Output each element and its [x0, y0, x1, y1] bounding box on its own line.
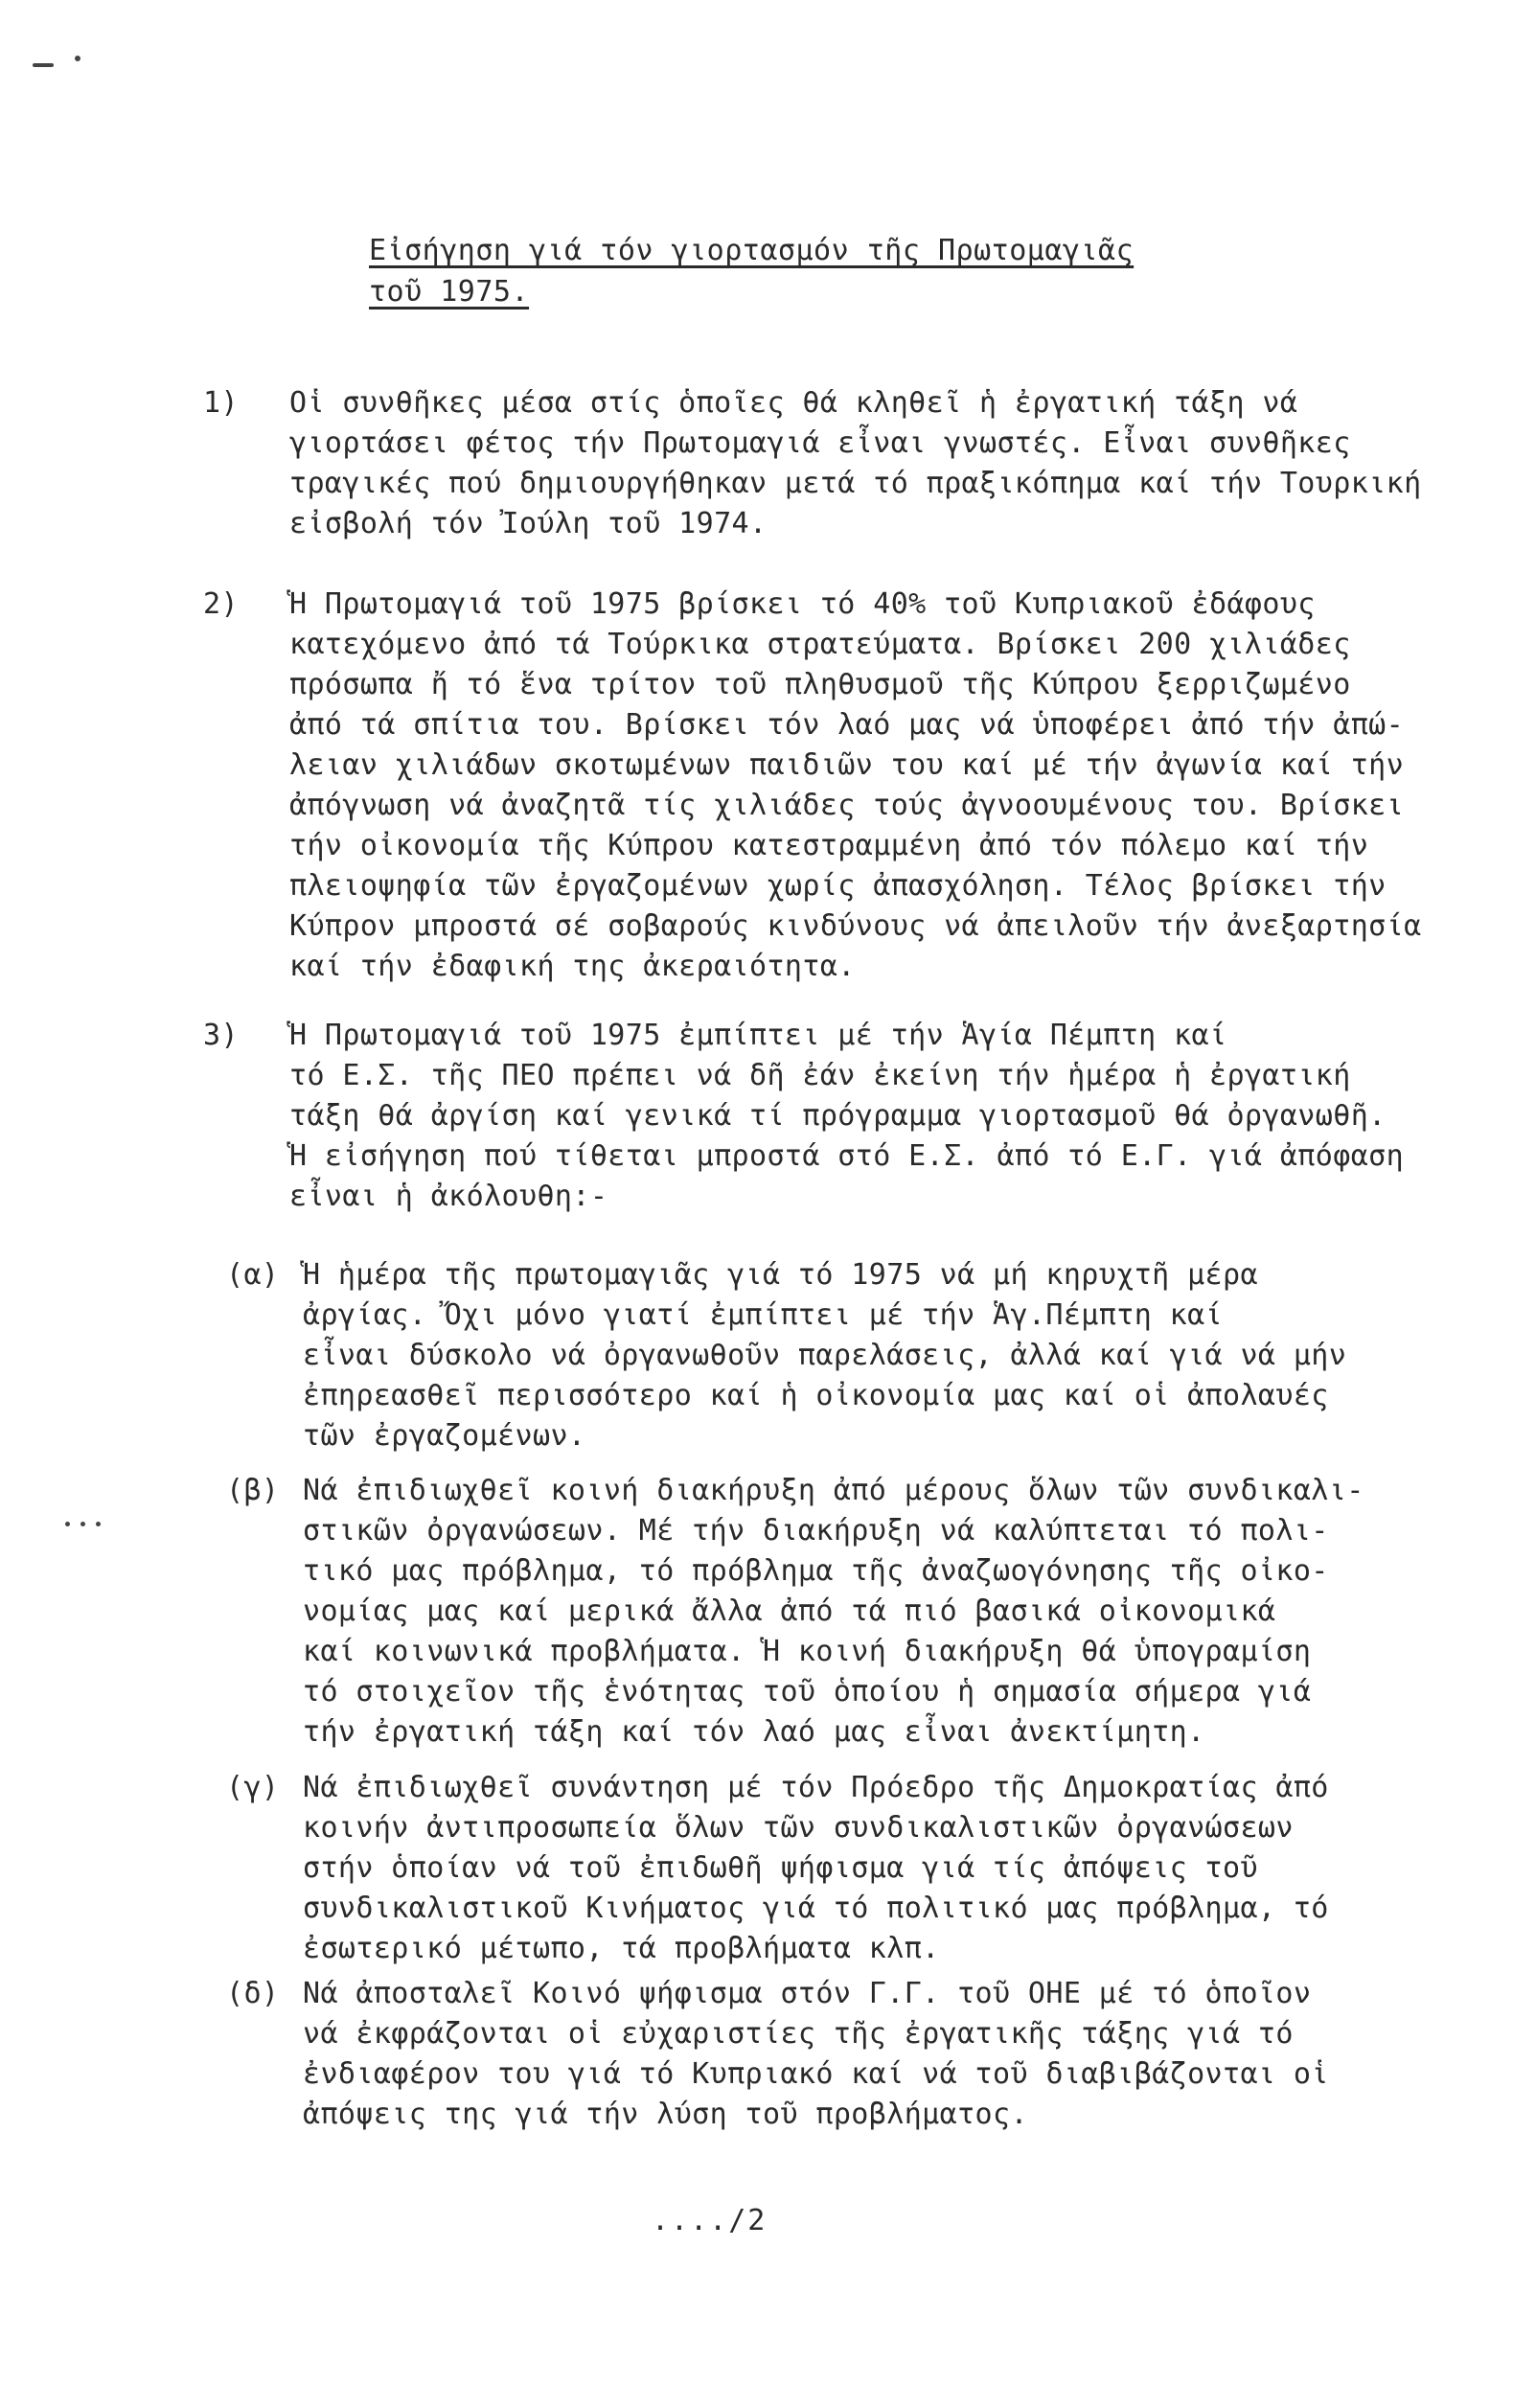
- list-marker: (δ): [226, 1977, 280, 2010]
- paragraph-2: [203, 585, 1439, 983]
- paragraph-text: Οἱ συνθῆκες μέσα στίς ὁποῖες θά κληθεῖ ἡ ἐργατική τάξη νά γιορτάσει φέτος τήν Πρωτομαγιά εἶναι γνωστές. Εἶναι συνθῆκες τραγικές πού δημιουργήθηκαν μετά τό πραξικόπημα καί τήν Τουρκική εἰσβολή τόν Ἰούλη τοῦ 1974.: [289, 386, 1422, 540]
- document-title: [369, 230, 1231, 312]
- list-item-text: Νά ἐπιδιωχθεῖ συνάντηση μέ τόν Πρόεδρο τῆς Δημοκρατίας ἀπό κοινήν ἀντιπροσωπεία ὅλων τῶν συνδικαλιστικῶν ὀργανώσεων στήν ὁποίαν νά τοῦ ἐπιδωθῆ ψήφισμα γιά τίς ἀπόψεις τοῦ συνδικαλιστικοῦ Κινήματος γιά τό πολιτικό μας πρόβλημα, τό ἐσωτερικό μέτωπο, τά προβλήματα κλπ.: [303, 1771, 1329, 1965]
- paragraph-number: 2): [203, 587, 239, 621]
- scan-mark: [75, 56, 80, 61]
- paragraph-1: [203, 383, 1439, 544]
- paragraph-number: 1): [203, 386, 239, 420]
- paragraph-text: Ἡ Πρωτομαγιά τοῦ 1975 βρίσκει τό 40% τοῦ Κυπριακοῦ ἐδάφους κατεχόμενο ἀπό τά Τούρκικα στρατεύματα. Βρίσκει 200 χιλιάδες πρόσωπα ἤ τό ἕνα τρίτον τοῦ πληθυσμοῦ τῆς Κύπρου ξερριζωμένο ἀπό τά σπίτια του. Βρίσκει τόν λαό μας νά ὑποφέρει ἀπό τήν ἀπώ- λειαν χιλιάδων σκοτωμένων παιδιῶν του καί μέ τήν ἀγωνία καί τήν ἀπόγνωση νά ἀναζητᾶ τίς χιλιάδες τούς ἀγνοουμένους του. Βρίσκει τήν οἰκονομία τῆς Κύπρου κατεστραμμένη ἀπό τόν πόλεμο καί τήν πλειοψηφία τῶν ἐργαζομένων χωρίς ἀπασχόληση. Τέλος βρίσκει τήν Κύπρον μπροστά σέ σοβαρούς κινδύνους νά ἀπειλοῦν τήν ἀνεξαρτησία καί τήν ἐδαφική της ἀκεραιότητα.: [289, 587, 1422, 983]
- list-marker: (β): [226, 1474, 280, 1507]
- list-item-text: Νά ἀποσταλεῖ Κοινό ψήφισμα στόν Γ.Γ. τοῦ ΟΗΕ μέ τό ὁποῖον νά ἐκφράζονται οἱ εὐχαριστίες τῆς ἐργατικῆς τάξης γιά τό ἐνδιαφέρον του γιά τό Κυπριακό καί νά τοῦ διαβιβάζονται οἱ ἀπόψεις της γιά τήν λύση τοῦ προβλήματος.: [303, 1977, 1329, 2131]
- list-marker: (γ): [226, 1771, 280, 1804]
- scan-mark: [33, 63, 54, 67]
- page-continuation: ..../2: [652, 2204, 768, 2237]
- scan-mark: [65, 1522, 70, 1526]
- scan-mark: [80, 1522, 85, 1526]
- list-marker: (α): [226, 1258, 280, 1292]
- list-item-text: Ἡ ἡμέρα τῆς πρωτομαγιᾶς γιά τό 1975 νά μή κηρυχτῆ μέρα ἀργίας. Ὄχι μόνο γιατί ἐμπίπτει μέ τήν Ἁγ.Πέμπτη καί εἶναι δύσκολο νά ὀργανωθοῦν παρελάσεις, ἀλλά καί γιά νά μήν ἐπηρεασθεῖ περισσότερο καί ἡ οἰκονομία μας καί οἱ ἀπολαυές τῶν ἐργαζομένων.: [303, 1258, 1347, 1453]
- paragraph-3: [203, 1016, 1439, 1213]
- title-line-1: Εἰσήγηση γιά τόν γιορτασμόν τῆς Πρωτομαγιᾶς: [369, 234, 1135, 267]
- paragraph-text: Ἡ Πρωτομαγιά τοῦ 1975 ἐμπίπτει μέ τήν Ἁγία Πέμπτη καί τό Ε.Σ. τῆς ΠΕΟ πρέπει νά δῆ ἐάν ἐκείνη τήν ἡμέρα ἡ ἐργατική τάξη θά ἀργίση καί γενικά τί πρόγραμμα γιορτασμοῦ θά ὀργανωθῆ. Ἡ εἰσήγηση πού τίθεται μπροστά στό Ε.Σ. ἀπό τό Ε.Γ. γιά ἀπόφαση εἶναι ἡ ἀκόλουθη:-: [289, 1019, 1405, 1213]
- paragraph-number: 3): [203, 1019, 239, 1052]
- scan-mark: [96, 1522, 101, 1526]
- list-item-text: Νά ἐπιδιωχθεῖ κοινή διακήρυξη ἀπό μέρους ὅλων τῶν συνδικαλι- στικῶν ὀργανώσεων. Μέ τήν διακήρυξη νά καλύπτεται τό πολι- τικό μας πρόβλημα, τό πρόβλημα τῆς ἀναζωογόνησης τῆς οἰκο- νομίας μας καί μερικά ἄλλα ἀπό τά πιό βασικά οἰκονομικά καί κοινωνικά προβλήματα. Ἡ κοινή διακήρυξη θά ὑπογραμίση τό στοιχεῖον τῆς ἑνότητας τοῦ ὁποίου ἡ σημασία σήμερα γιά τήν ἐργατική τάξη καί τόν λαό μας εἶναι ἀνεκτίμητη.: [303, 1474, 1364, 1749]
- title-line-2: τοῦ 1975.: [369, 275, 530, 309]
